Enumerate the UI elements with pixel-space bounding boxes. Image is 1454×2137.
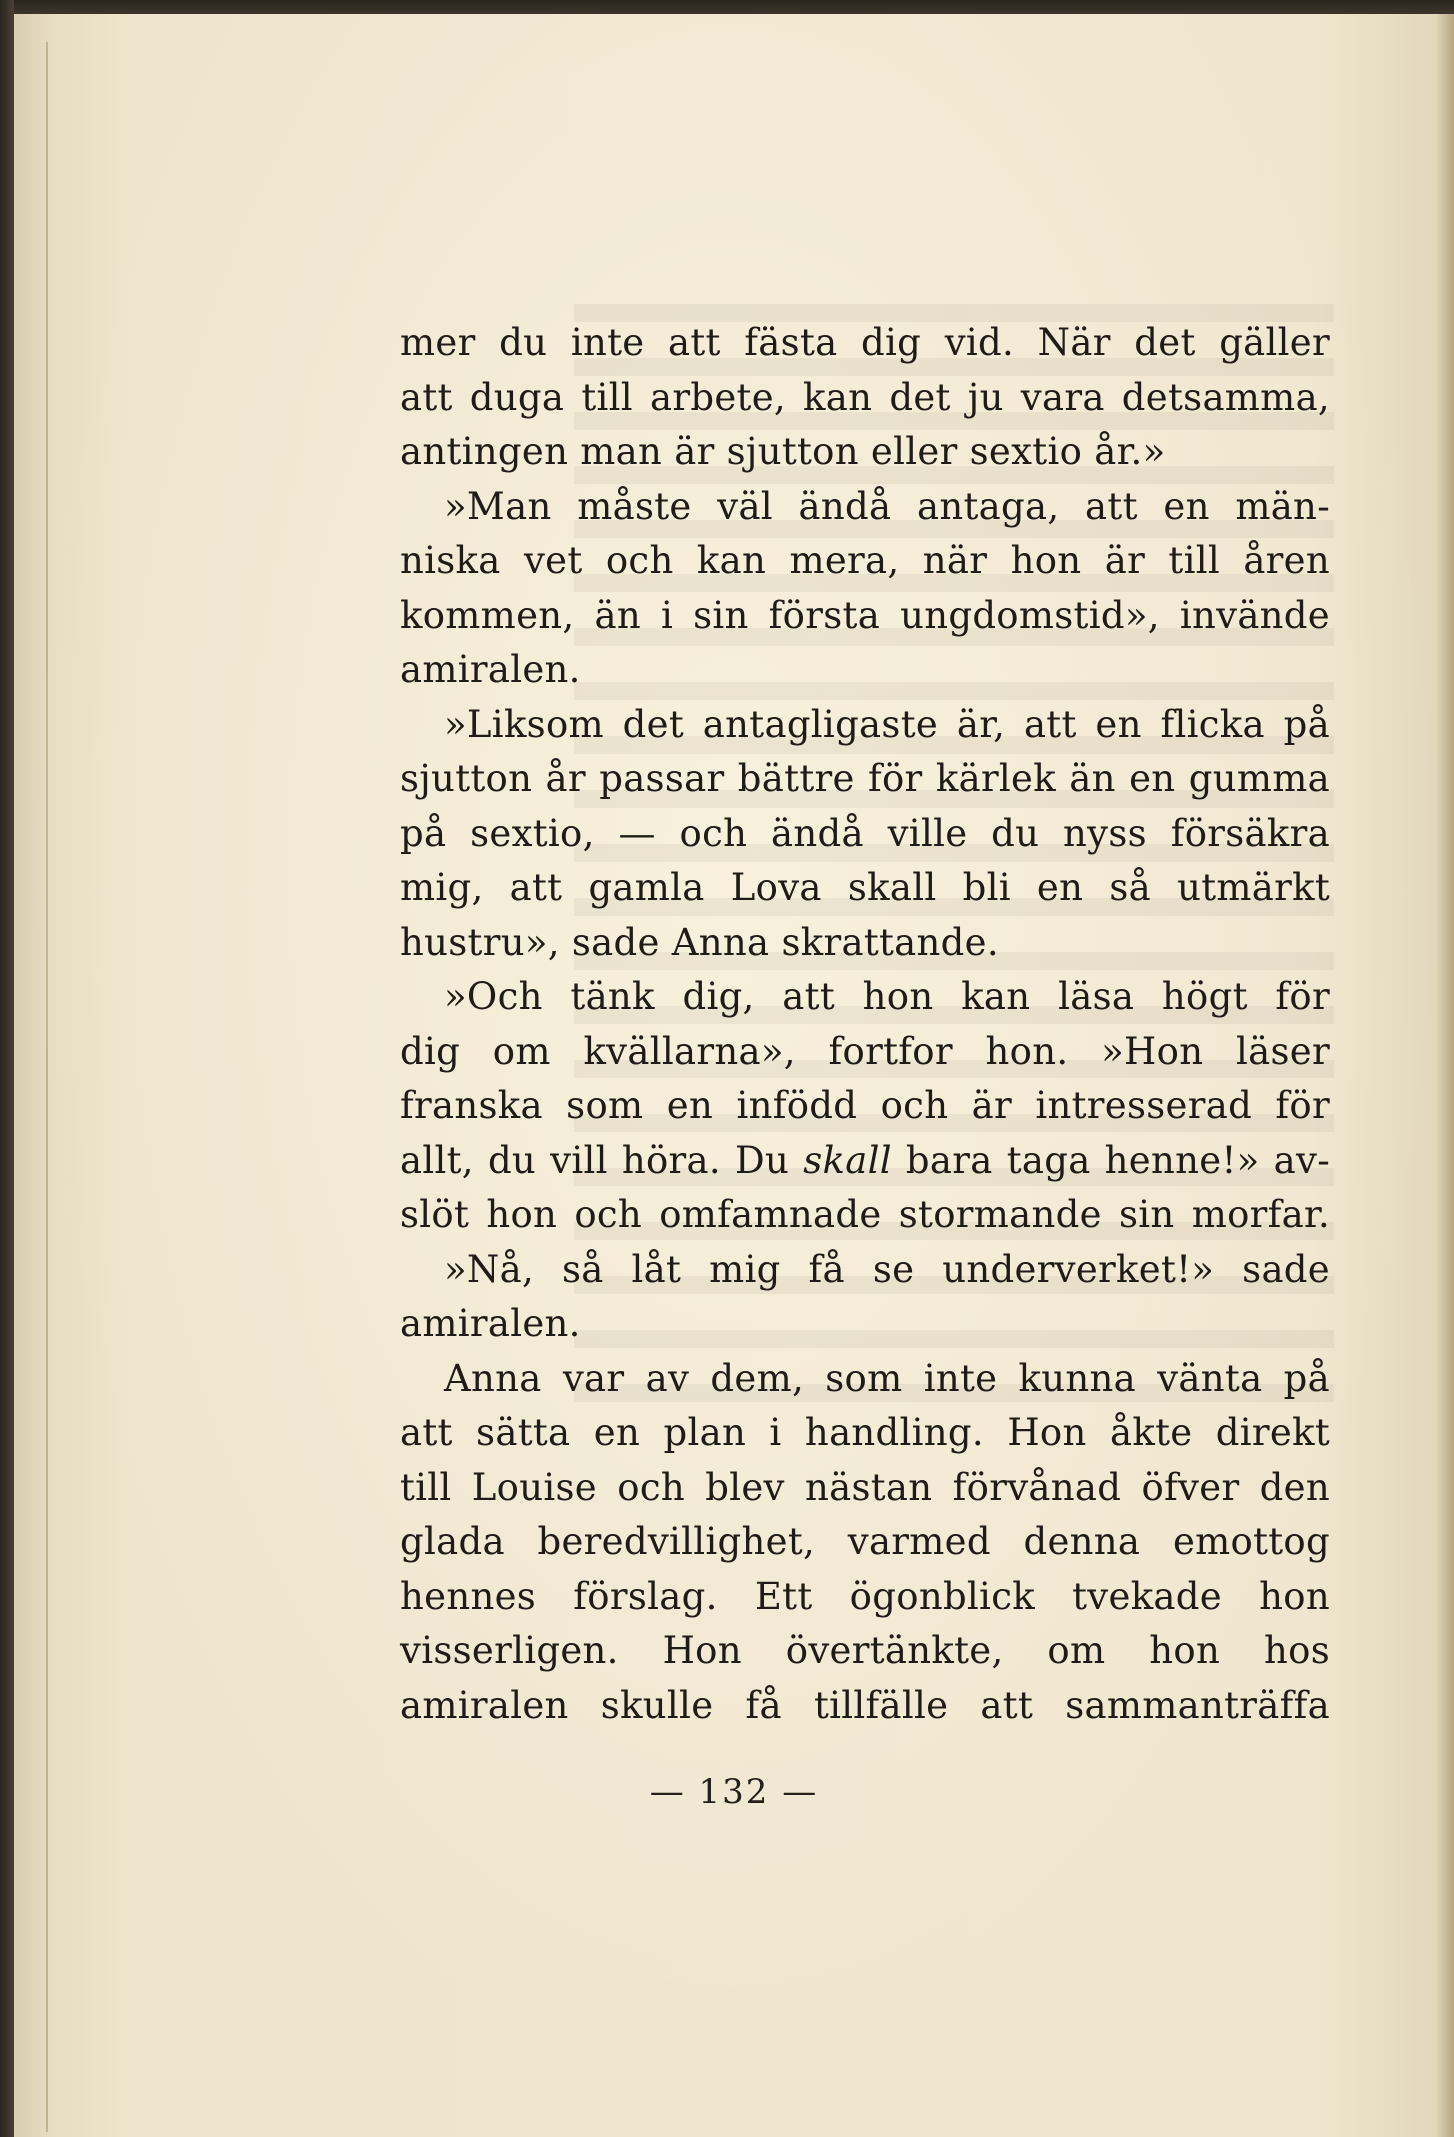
text-line: niska vet och kan mera, när hon är till åren — [400, 539, 1330, 582]
text-line: visserligen. Hon övertänkte, om hon hos — [400, 1629, 1330, 1672]
text-line: att duga till arbete, kan det ju vara detsamma, — [400, 375, 1330, 419]
text-line: hustru», sade Anna skrattande. — [400, 920, 999, 964]
text-line: »Nå, så låt mig få se underverket!» sade — [444, 1247, 1330, 1291]
text-line: Anna var av dem, som inte kunna vänta på — [444, 1356, 1330, 1400]
text-line: franska som en infödd och är intresserad för — [400, 1084, 1330, 1127]
text-line: sjutton år passar bättre för kärlek än en gumma — [400, 757, 1330, 800]
text-line: allt, du vill höra. Du skall bara taga henne!» av- — [400, 1138, 1330, 1182]
inner-margin-line — [46, 42, 48, 2132]
page-left-shadow — [0, 0, 14, 2137]
text-line: amiralen. — [400, 1302, 581, 1345]
text-line: slöt hon och omfamnade stormande sin morfar. — [400, 1193, 1330, 1236]
text-line: »Liksom det antagligaste är, att en flicka på — [444, 702, 1330, 746]
text-line: glada beredvillighet, varmed denna emottog — [400, 1520, 1330, 1563]
emphasis: skall — [803, 1138, 892, 1182]
text-line: att sätta en plan i handling. Hon åkte direkt — [400, 1411, 1330, 1454]
text-line: »Man måste väl ändå antaga, att en män- — [444, 484, 1330, 528]
page-fold — [1436, 14, 1454, 2137]
text-line: mer du inte att fästa dig vid. När det gäller — [400, 321, 1330, 364]
page-number: — 132 — — [649, 1772, 819, 1812]
text-line: amiralen. — [400, 648, 581, 691]
text-line: på sextio, — och ändå ville du nyss försäkra — [400, 811, 1330, 855]
page-top-edge — [0, 0, 1454, 14]
text-line: antingen man är sjutton eller sextio år.» — [400, 430, 1166, 473]
text-line: till Louise och blev nästan förvånad öfver den — [400, 1465, 1330, 1509]
text-line: kommen, än i sin första ungdomstid», invände — [400, 593, 1330, 637]
text-line: dig om kvällarna», fortfor hon. »Hon läser — [400, 1029, 1330, 1073]
text-line: amiralen skulle få tillfälle att sammanträffa — [400, 1683, 1330, 1727]
body-text — [400, 316, 1330, 1733]
text-line: hennes förslag. Ett ögonblick tvekade hon — [400, 1574, 1330, 1618]
paper-page — [14, 14, 1454, 2137]
text-line: mig, att gamla Lova skall bli en så utmärkt — [400, 866, 1330, 909]
text-line: »Och tänk dig, att hon kan läsa högt för — [444, 975, 1330, 1018]
